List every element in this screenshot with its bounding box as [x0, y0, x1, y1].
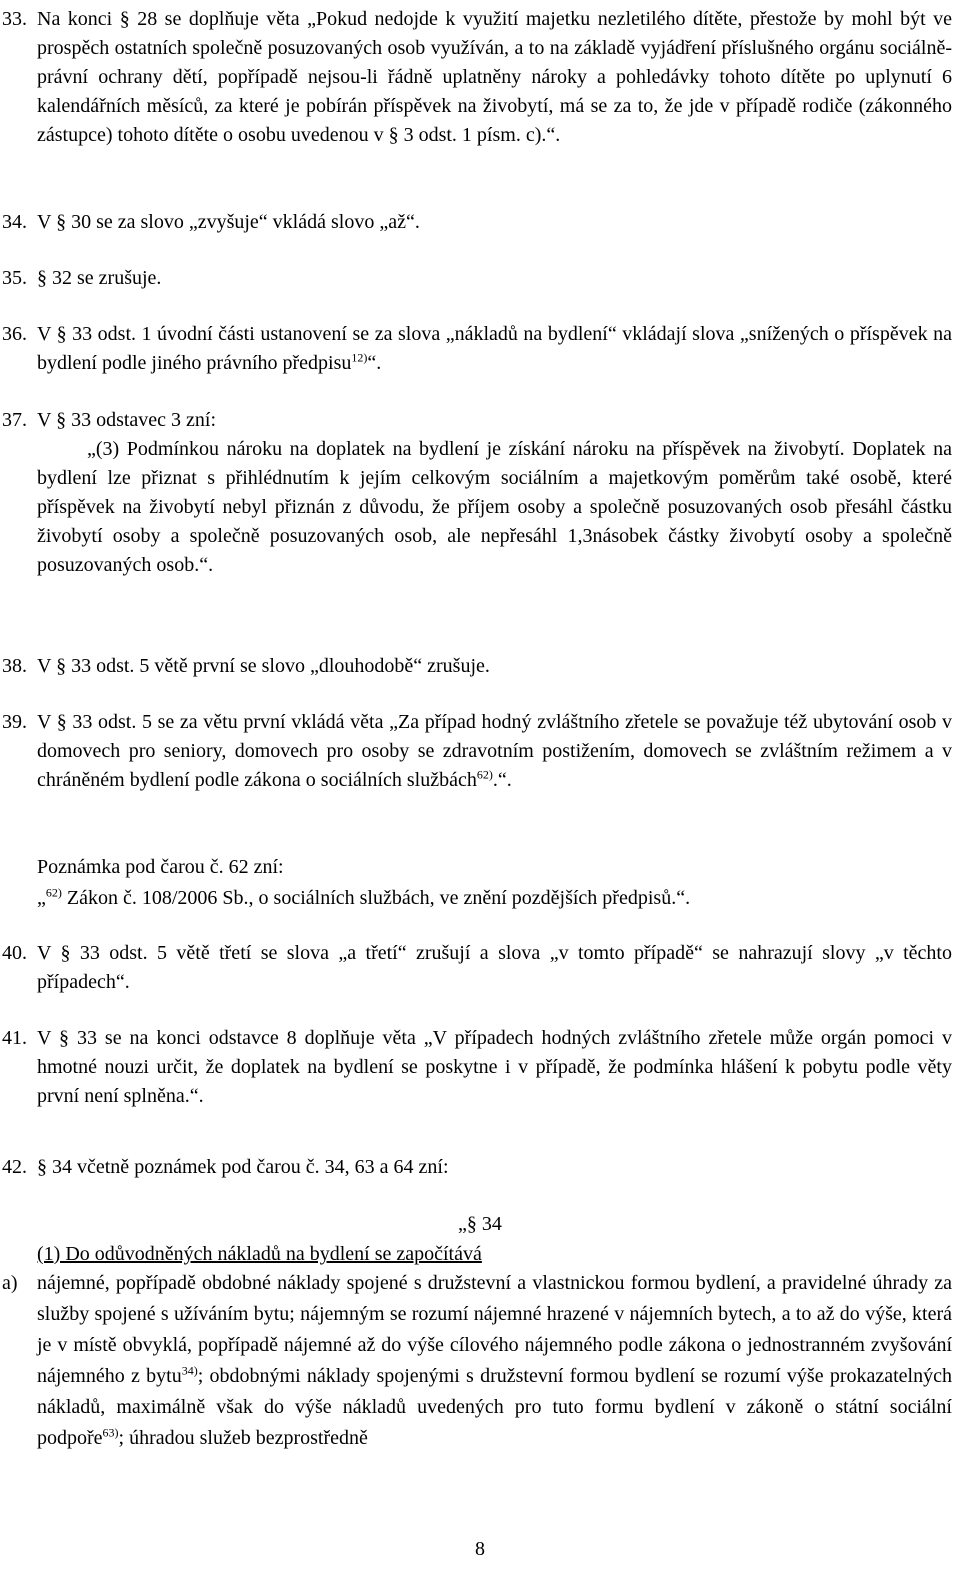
item-text-part-1: nájemné, popřípadě obdobné náklady spojené s družstevní a vlastnickou formou bydlení, a pravidelné úhrady za služby spojené s užíváním bytu; nájemným se rozumí nájemné hrazené v nájemních bytech, a to až do výše, která je v místě obvyklá, popřípadě nájemné až do výše cílového nájemného podle zákona o jednostranném zvyšování nájemného z bytu — [37, 1272, 952, 1387]
section-paragraph-1: (1) Do odůvodněných nákladů na bydlení se započítává — [37, 1243, 482, 1265]
item-text-main: V § 33 odst. 1 úvodní části ustanovení se za slova „nákladů na bydlení“ vkládají slova „snížených o příspěvek na bydlení podle jiného právního předpisu — [37, 323, 952, 374]
item-text-end: .“. — [492, 769, 512, 791]
item-number: 40. — [2, 942, 27, 964]
item-text: V § 33 odst. 5 větě první se slovo „dlouhodobě“ zrušuje. — [37, 655, 490, 677]
item-text-part-2: ; obdobnými náklady spojenými s družstevní formou bydlení se rozumí výše prokazatelných nákladů, maximálně však do výše nákladů uvedených pro tuto formu bydlení v zákoně o státní sociální podpoře — [37, 1365, 952, 1449]
section-heading: „§ 34 — [458, 1213, 502, 1235]
footnote-text — [37, 884, 947, 913]
list-item-40 — [0, 939, 952, 997]
list-item-38 — [0, 652, 952, 681]
footnote-ref: 34) — [181, 1363, 198, 1378]
item-text-main: V § 33 odst. 5 se za větu první vkládá věta „Za případ hodný zvláštního zřetele se považuje též ubytování osob v domovech pro seniory, domovech pro osoby se zdravotním postižením, domovech se zvláštním režimem a v chráněném bydlení podle zákona o sociálních službách — [37, 711, 952, 791]
item-text: V § 33 odst. 5 větě třetí se slova „a třetí“ zrušují a slova „v tomto případě“ se nahrazují slovy „v těchto případech“. — [37, 942, 952, 993]
item-number: 33. — [2, 8, 27, 30]
item-number: 36. — [2, 323, 27, 345]
section-item-a — [0, 1268, 952, 1454]
item-number: 34. — [2, 211, 27, 233]
item-text: Na konci § 28 se doplňuje věta „Pokud nedojde k využití majetku nezletilého dítěte, přestože by mohl být ve prospěch ostatních společně posuzovaných osob využíván, a to na základě vyjádření příslušného orgánu sociálně-právní ochrany dětí, popřípadě nejsou-li řádně uplatněny nároky a pohledávky tohoto dítěte po uplynutí 6 kalendářních měsíců, za které je pobírán příspěvek na živobytí, má se za to, že jde v případě rodiče (zákonného zástupce) tohoto dítěte o osobu uvedenou v § 3 odst. 1 písm. c).“. — [37, 8, 952, 146]
item-number: 38. — [2, 655, 27, 677]
footnote-ref: 12) — [351, 350, 368, 365]
item-quoted-text: „(3) Podmínkou nároku na doplatek na bydlení je získání nároku na příspěvek na živobytí. Doplatek na bydlení lze přiznat s přihlédnutím k jejím celkovým sociálním a majetkovým poměrům také osobě, které příspěvek na živobytí nebyl přiznán z důvodu, že příjem osoby a společně posuzovaných osob přesáhl částku živobytí osoby a společně posuzovaných osob, ale nepřesáhl 1,3násobek částky živobytí osoby a společně posuzovaných osob.“. — [37, 438, 952, 576]
item-text — [37, 1268, 952, 1454]
item-number: 35. — [2, 267, 27, 289]
list-item-36 — [0, 320, 952, 378]
item-label: a) — [2, 1272, 18, 1294]
list-item-39 — [0, 708, 952, 795]
item-number: 41. — [2, 1027, 27, 1049]
item-text: § 34 včetně poznámek pod čarou č. 34, 63 a 64 zní: — [37, 1156, 449, 1178]
list-item-41 — [0, 1024, 952, 1111]
footnote-ref: 63) — [102, 1425, 119, 1440]
item-text-part-3: ; úhradou služeb bezprostředně — [118, 1427, 368, 1449]
item-text-end: “. — [367, 352, 382, 374]
item-text: V § 30 se za slovo „zvyšuje“ vkládá slovo „až“. — [37, 211, 420, 233]
list-item-37 — [0, 406, 952, 580]
footnote-heading: Poznámka pod čarou č. 62 zní: — [37, 856, 284, 878]
item-text — [37, 708, 952, 795]
list-item-42 — [0, 1153, 952, 1182]
footnote-body: Zákon č. 108/2006 Sb., o sociálních službách, ve znění pozdějších předpisů.“. — [61, 887, 691, 909]
page-number: 8 — [475, 1538, 485, 1560]
item-text — [37, 320, 952, 378]
list-item-35 — [0, 264, 952, 293]
footnote-ref: 62) — [476, 767, 493, 782]
list-item-34 — [0, 208, 952, 237]
footnote-open-quote: „ — [37, 887, 46, 909]
item-text: § 32 se zrušuje. — [37, 267, 162, 289]
item-number: 39. — [2, 711, 27, 733]
list-item-33 — [0, 5, 952, 150]
item-number: 42. — [2, 1156, 27, 1178]
item-intro: V § 33 odstavec 3 zní: — [37, 409, 217, 431]
footnote-marker: 62) — [45, 885, 62, 900]
item-number: 37. — [2, 409, 27, 431]
item-text: V § 33 se na konci odstavce 8 doplňuje věta „V případech hodných zvláštního zřetele může orgán pomoci v hmotné nouzi určit, že doplatek na bydlení se poskytne i v případě, že podmínka hlášení k pobytu podle věty první není splněna.“. — [37, 1027, 952, 1107]
